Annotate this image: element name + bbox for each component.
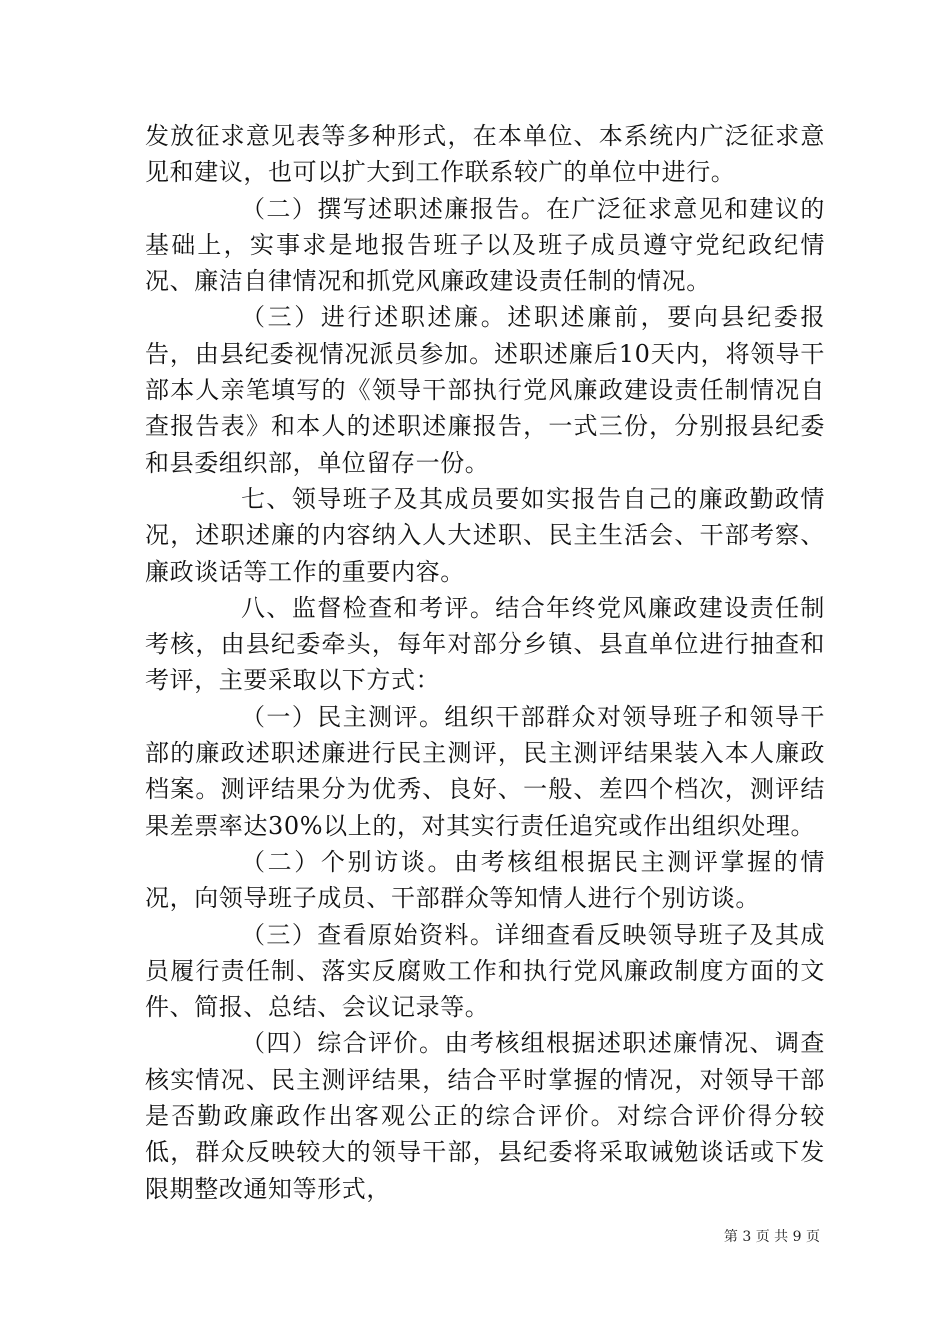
document-body (145, 118, 825, 1207)
paragraph-item-2-report: （二）撰写述职述廉报告。在广泛征求意见和建议的基础上，实事求是地报告班子以及班子成员遵守党纪政纪情况、廉洁自律情况和抓党风廉政建设责任制的情况。 (145, 194, 825, 296)
paragraph-section-7: 七、领导班子及其成员要如实报告自己的廉政勤政情况，述职述廉的内容纳入人大述职、民主生活会、干部考察、廉政谈话等工作的重要内容。 (145, 484, 825, 586)
paragraph-section-8: 八、监督检查和考评。结合年终党风廉政建设责任制考核，由县纪委牵头，每年对部分乡镇、县直单位进行抽查和考评，主要采取以下方式： (145, 593, 825, 695)
page-number: 第 3 页 共 9 页 (723, 1229, 820, 1245)
paragraph-item-4-assessment: （四）综合评价。由考核组根据述职述廉情况、调查核实情况、民主测评结果，结合平时掌握的情况，对领导干部是否勤政廉政作出客观公正的综合评价。对综合评价得分较低，群众反映较大的领导干部，县纪委将采取诫勉谈话或下发限期整改通知等形式， (145, 1029, 825, 1203)
paragraph-item-3-materials: （三）查看原始资料。详细查看反映领导班子及其成员履行责任制、落实反腐败工作和执行党风廉政制度方面的文件、简报、总结、会议记录等。 (145, 920, 825, 1022)
paragraph-item-2-interview: （二）个别访谈。由考核组根据民主测评掌握的情况，向领导班子成员、干部群众等知情人进行个别访谈。 (145, 847, 825, 913)
paragraph-item-3-review: （三）进行述职述廉。述职述廉前，要向县纪委报告，由县纪委视情况派员参加。述职述廉后10天内，将领导干部本人亲笔填写的《领导干部执行党风廉政建设责任制情况自查报告表》和本人的述职述廉报告，一式三份，分别报县纪委和县委组织部，单位留存一份。 (145, 303, 825, 477)
paragraph-continuation: 发放征求意见表等多种形式，在本单位、本系统内广泛征求意见和建议，也可以扩大到工作联系较广的单位中进行。 (145, 122, 825, 187)
paragraph-item-1-evaluation: （一）民主测评。组织干部群众对领导班子和领导干部的廉政述职述廉进行民主测评，民主测评结果装入本人廉政档案。测评结果分为优秀、良好、一般、差四个档次，测评结果差票率达30%以上的，对其实行责任追究或作出组织处理。 (145, 702, 825, 840)
